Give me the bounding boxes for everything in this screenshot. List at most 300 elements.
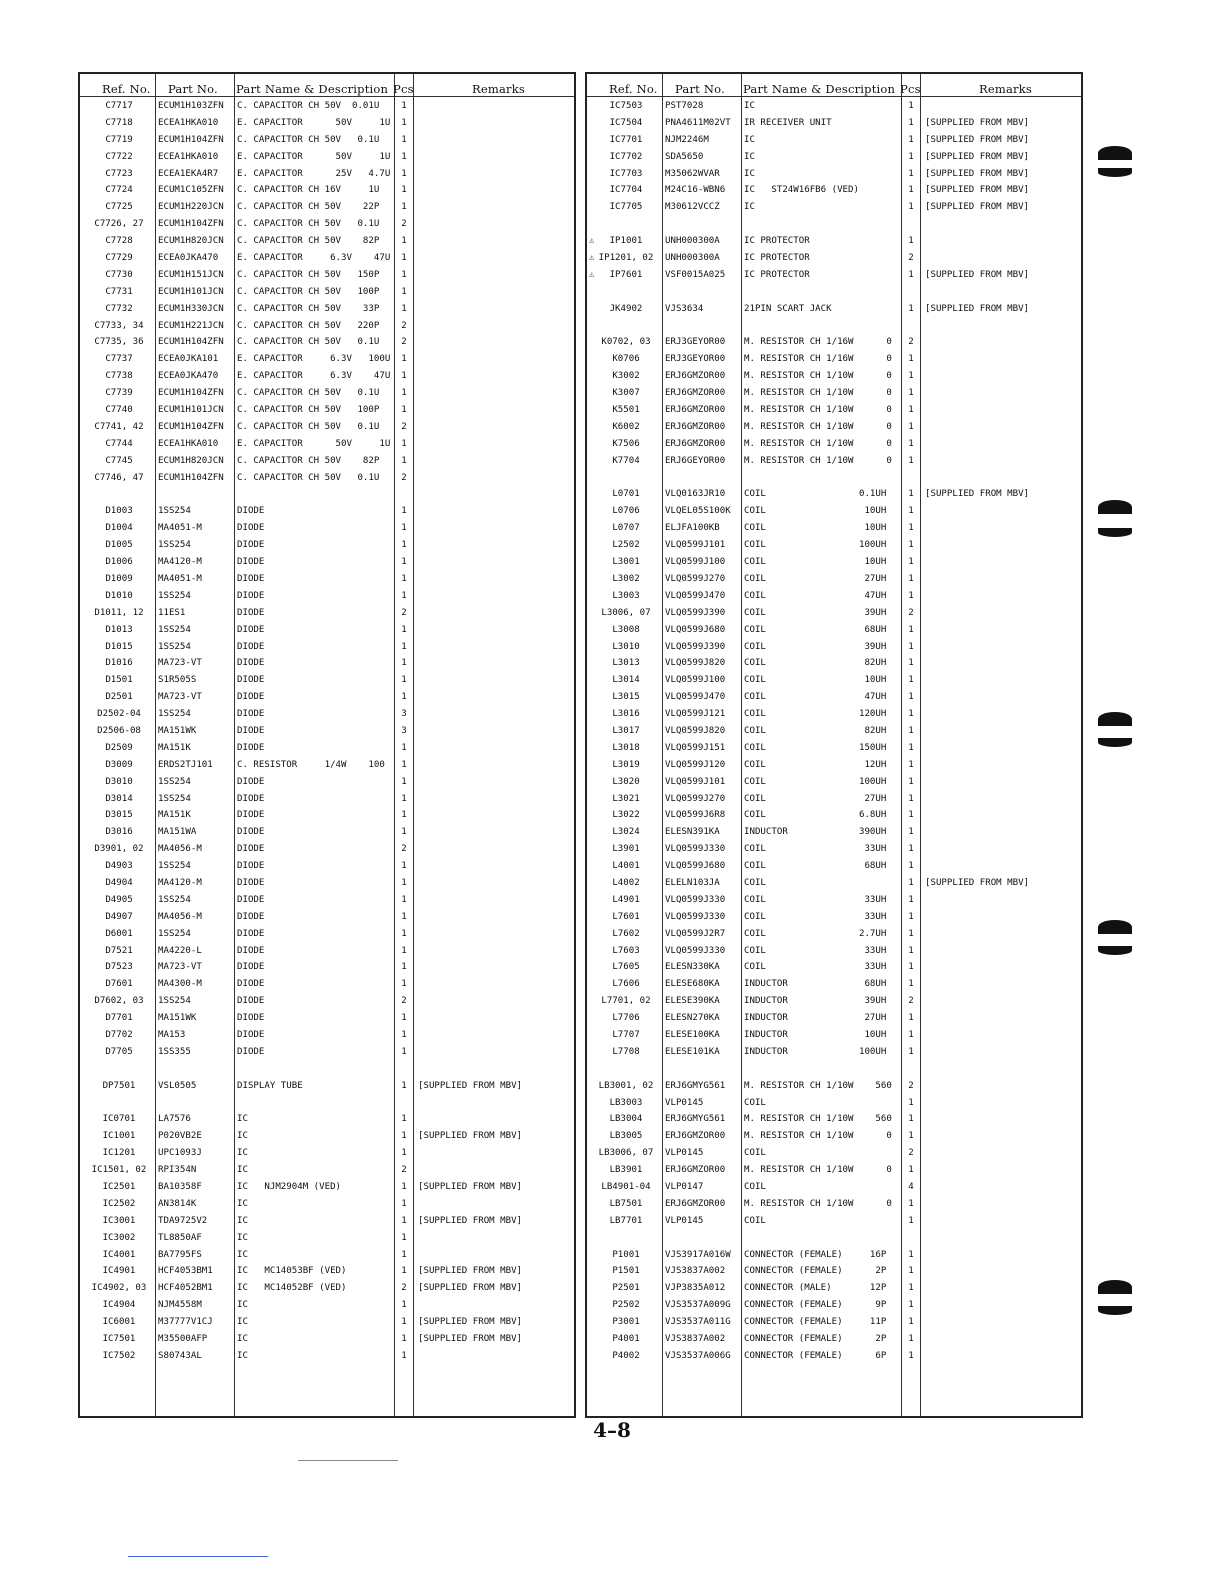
cell-description: COIL 33UH (744, 962, 887, 973)
cell-description: INDUCTOR 10UH (744, 1029, 887, 1040)
cell-pcs: 1 (401, 438, 407, 449)
cell-pcs: 1 (908, 641, 914, 652)
cell-ref: C7744 (105, 438, 133, 449)
cell-part-no: VSL0505 (158, 1080, 197, 1091)
cell-pcs: 1 (908, 793, 914, 804)
cell-pcs: 1 (908, 1350, 914, 1361)
table-row (80, 98, 574, 115)
cell-part-no: ERJ6GMZOR00 (665, 1165, 726, 1176)
cell-ref: C7722 (105, 151, 133, 162)
cell-ref: D4904 (105, 877, 133, 888)
cell-ref: C7733, 34 (94, 320, 144, 331)
cell-part-no: VLQ0599J120 (665, 759, 726, 770)
cell-description: IC (237, 1232, 248, 1243)
cell-ref: L4001 (612, 861, 640, 872)
cell-pcs: 1 (401, 979, 407, 990)
cell-pcs: 1 (401, 1334, 407, 1345)
cell-part-no: VLQ0599J2R7 (665, 928, 726, 939)
table-row (80, 1078, 574, 1095)
cell-part-no: VLQ0599J680 (665, 624, 726, 635)
table-row (80, 1263, 574, 1280)
table-row (587, 351, 1081, 368)
cell-description: CONNECTOR (FEMALE) 6P (744, 1350, 887, 1361)
table-row (587, 807, 1081, 824)
table-row (587, 318, 1081, 335)
table-row (80, 216, 574, 233)
cell-description: COIL 47UH (744, 692, 887, 703)
cell-pcs: 1 (908, 151, 914, 162)
cell-description: E. CAPACITOR 25V 4.7U (237, 168, 391, 179)
cell-description: E. CAPACITOR 6.3V 100U (237, 354, 391, 365)
table-row (587, 334, 1081, 351)
cell-part-no: MA151K (158, 810, 191, 821)
cell-pcs: 1 (908, 1165, 914, 1176)
cell-ref: C7726, 27 (94, 219, 144, 230)
cell-pcs: 1 (908, 911, 914, 922)
cell-description: DIODE (237, 945, 265, 956)
table-row (587, 486, 1081, 503)
cell-description: M. RESISTOR CH 1/10W 0 (744, 1131, 892, 1142)
table-row (587, 757, 1081, 774)
cell-pcs: 1 (908, 725, 914, 736)
cell-ref: D4905 (105, 894, 133, 905)
table-row (80, 1179, 574, 1196)
cell-part-no: ERJ6GMYG561 (665, 1114, 726, 1125)
table-row (587, 1162, 1081, 1179)
cell-part-no: ELESE100KA (665, 1029, 720, 1040)
cell-ref: L7706 (612, 1013, 640, 1024)
cell-description: IC (744, 168, 755, 179)
cell-pcs: 1 (908, 185, 914, 196)
cell-part-no: VLQ0599J330 (665, 844, 726, 855)
cell-description: COIL 68UH (744, 624, 887, 635)
cell-ref: IP7601 (609, 269, 643, 280)
cell-ref: L7601 (612, 911, 640, 922)
cell-ref: D7705 (105, 1046, 133, 1057)
cell-part-no: VLP0147 (665, 1182, 704, 1192)
cell-remarks: [SUPPLIED FROM MBV] (418, 1080, 523, 1091)
cell-ref: L3018 (612, 742, 640, 753)
cell-part-no: ECUM1H104ZFN (158, 472, 224, 483)
cell-ref: C7719 (105, 134, 133, 145)
cell-description: DIODE (237, 894, 265, 905)
table-row (587, 892, 1081, 909)
table-row (80, 1314, 574, 1331)
cell-part-no: 1SS254 (158, 996, 191, 1007)
cell-ref: L7605 (612, 962, 640, 973)
table-row (587, 1010, 1081, 1027)
cell-ref: L4002 (612, 877, 640, 888)
cell-part-no: ERJ3GEYOR00 (665, 354, 726, 365)
cell-description: COIL 27UH (744, 793, 887, 804)
cell-remarks: [SUPPLIED FROM MBV] (925, 303, 1030, 314)
table-row (587, 1145, 1081, 1162)
cell-description: COIL 33UH (744, 911, 887, 922)
cell-description: IC (237, 1300, 248, 1311)
cell-description: IC (237, 1165, 248, 1176)
cell-pcs: 1 (401, 1131, 407, 1142)
cell-description: C. CAPACITOR CH 50V 0.1U (237, 134, 380, 145)
binder-mark (1098, 168, 1132, 177)
binder-mark (1098, 1280, 1132, 1294)
cell-ref: L7708 (612, 1046, 640, 1057)
cell-pcs: 1 (401, 540, 407, 551)
cell-ref: IC4904 (102, 1300, 136, 1311)
cell-description: DIODE (237, 844, 265, 855)
cell-pcs: 1 (401, 388, 407, 399)
cell-pcs: 1 (908, 101, 914, 111)
table-row (80, 1297, 574, 1314)
cell-remarks: [SUPPLIED FROM MBV] (418, 1283, 523, 1294)
cell-pcs: 1 (401, 286, 407, 297)
binder-mark (1098, 920, 1132, 934)
cell-ref: D2506-08 (97, 725, 141, 736)
cell-pcs: 1 (401, 303, 407, 314)
table-row (587, 1213, 1081, 1230)
cell-pcs: 1 (401, 810, 407, 821)
table-row (587, 909, 1081, 926)
warning-icon: ⚠ (589, 253, 595, 264)
cell-pcs: 2 (908, 607, 914, 618)
cell-description: DIODE (237, 810, 265, 821)
table-row (80, 571, 574, 588)
cell-pcs: 2 (908, 996, 914, 1007)
cell-part-no: ERJ6GEYOR00 (665, 455, 726, 466)
cell-part-no: 1SS254 (158, 894, 191, 905)
table-row (80, 554, 574, 571)
divider (128, 1556, 268, 1557)
table-row (80, 943, 574, 960)
cell-pcs: 1 (401, 523, 407, 534)
cell-ref: D1011, 12 (94, 607, 144, 618)
cell-description: COIL 10UH (744, 557, 887, 568)
cell-description: IC PROTECTOR (744, 236, 810, 247)
table-row (80, 706, 574, 723)
cell-pcs: 1 (401, 928, 407, 939)
table-row (80, 588, 574, 605)
cell-description: M. RESISTOR CH 1/10W 0 (744, 455, 892, 466)
cell-part-no: HCF4053BM1 (158, 1266, 213, 1277)
cell-ref: D1016 (105, 658, 133, 669)
cell-ref: IP1201, 02 (598, 253, 654, 264)
cell-ref: L3006, 07 (601, 607, 651, 618)
table-row (587, 689, 1081, 706)
cell-description: COIL 10UH (744, 506, 887, 517)
cell-ref: IC7704 (609, 185, 643, 196)
table-row (80, 199, 574, 216)
table-row (80, 149, 574, 166)
table-row (587, 470, 1081, 487)
cell-ref: D7701 (105, 1013, 133, 1024)
cell-part-no: NJM4558M (158, 1300, 202, 1311)
cell-description: E. CAPACITOR 50V 1U (237, 117, 391, 128)
cell-description: COIL 2.7UH (744, 928, 887, 939)
parts-table-right (585, 72, 1083, 1418)
cell-part-no: VJS3537A011G (665, 1317, 731, 1328)
cell-part-no: VLQ0599J100 (665, 557, 726, 568)
cell-remarks: [SUPPLIED FROM MBV] (418, 1334, 523, 1345)
cell-ref: L3013 (612, 658, 640, 669)
cell-description: DIODE (237, 590, 265, 601)
cell-part-no: P020VB2E (158, 1131, 202, 1142)
cell-remarks: [SUPPLIED FROM MBV] (925, 877, 1030, 888)
cell-part-no: MA4051-M (158, 523, 202, 534)
cell-part-no: VLQ0599J270 (665, 573, 726, 584)
cell-pcs: 1 (401, 269, 407, 280)
cell-pcs: 2 (908, 253, 914, 264)
cell-ref: IC1501, 02 (91, 1165, 147, 1176)
cell-pcs: 1 (401, 1232, 407, 1243)
cell-ref: C7738 (105, 371, 133, 382)
cell-part-no: VJS3634 (665, 303, 704, 314)
cell-ref: L0701 (612, 489, 640, 500)
cell-part-no: AN3814K (158, 1198, 197, 1209)
table-row (587, 520, 1081, 537)
table-row (80, 875, 574, 892)
table-row (80, 993, 574, 1010)
cell-ref: L7603 (612, 945, 640, 956)
cell-remarks: [SUPPLIED FROM MBV] (925, 134, 1030, 145)
cell-description: DIODE (237, 962, 265, 973)
cell-ref: L4901 (612, 894, 640, 905)
table-row (587, 1297, 1081, 1314)
cell-part-no: ECUM1H820JCN (158, 455, 224, 466)
table-row (587, 1027, 1081, 1044)
cell-part-no: ECEA0JKA470 (158, 253, 219, 264)
cell-part-no: ECUM1H103ZFN (158, 101, 224, 111)
cell-description: DIODE (237, 709, 265, 720)
table-row (587, 301, 1081, 318)
binder-mark (1098, 1306, 1132, 1315)
table-row (80, 284, 574, 301)
cell-ref: P1001 (612, 1249, 640, 1260)
cell-description: DIODE (237, 1029, 265, 1040)
cell-ref: D3009 (105, 759, 133, 770)
cell-ref: C7735, 36 (94, 337, 144, 348)
cell-ref: IC6001 (102, 1317, 136, 1328)
cell-pcs: 1 (401, 506, 407, 517)
table-row (80, 909, 574, 926)
cell-description: E. CAPACITOR 6.3V 47U (237, 371, 391, 382)
cell-remarks: [SUPPLIED FROM MBV] (418, 1131, 523, 1142)
cell-part-no: MA153 (158, 1029, 186, 1040)
cell-ref: D1013 (105, 624, 133, 635)
table-row (587, 706, 1081, 723)
table-row (587, 943, 1081, 960)
cell-part-no: NJM2246M (665, 134, 709, 145)
cell-description: DIODE (237, 692, 265, 703)
table-row (587, 1044, 1081, 1061)
table-row (587, 841, 1081, 858)
table-row (80, 1230, 574, 1247)
cell-ref: D7521 (105, 945, 133, 956)
cell-part-no: UPC1093J (158, 1148, 202, 1159)
cell-ref: C7740 (105, 405, 133, 416)
cell-part-no: MA151K (158, 742, 191, 753)
table-row (587, 250, 1081, 267)
cell-description: DISPLAY TUBE (237, 1080, 303, 1091)
cell-part-no: ECEA1HKA010 (158, 117, 219, 128)
cell-pcs: 1 (401, 590, 407, 601)
table-row (80, 233, 574, 250)
cell-ref: IC7503 (609, 101, 643, 111)
cell-pcs: 1 (908, 421, 914, 432)
cell-part-no: VLQ0599J390 (665, 641, 726, 652)
cell-ref: IC4901 (102, 1266, 136, 1277)
cell-ref: IP1001 (609, 236, 643, 247)
table-row (587, 740, 1081, 757)
cell-pcs: 1 (401, 1080, 407, 1091)
cell-part-no: VLQ0599J470 (665, 590, 726, 601)
cell-description: DIODE (237, 827, 265, 838)
cell-description: IC (237, 1317, 248, 1328)
table-row (80, 1111, 574, 1128)
table-row (80, 723, 574, 740)
cell-part-no: MA4220-L (158, 945, 202, 956)
cell-part-no: ECUM1H101JCN (158, 286, 224, 297)
table-row (587, 166, 1081, 183)
cell-ref: L0707 (612, 523, 640, 534)
cell-ref: IC7502 (102, 1350, 136, 1361)
cell-part-no: M35062WVAR (665, 168, 720, 179)
cell-remarks: [SUPPLIED FROM MBV] (418, 1266, 523, 1277)
cell-ref: D1501 (105, 675, 133, 686)
cell-part-no: 1SS254 (158, 793, 191, 804)
cell-pcs: 1 (908, 1131, 914, 1142)
table-row (587, 1078, 1081, 1095)
table-row (80, 672, 574, 689)
cell-pcs: 1 (401, 1114, 407, 1125)
cell-description: COIL 0.1UH (744, 489, 887, 500)
cell-ref: IC7705 (609, 202, 643, 213)
cell-remarks: [SUPPLIED FROM MBV] (418, 1317, 523, 1328)
table-row (80, 1044, 574, 1061)
cell-pcs: 1 (401, 624, 407, 635)
cell-ref: L3021 (612, 793, 640, 804)
cell-pcs: 1 (908, 1198, 914, 1209)
cell-pcs: 1 (401, 962, 407, 973)
cell-description: M. RESISTOR CH 1/10W 0 (744, 421, 892, 432)
cell-pcs: 1 (401, 1300, 407, 1311)
cell-description: M. RESISTOR CH 1/10W 0 (744, 371, 892, 382)
cell-description: INDUCTOR 390UH (744, 827, 887, 838)
cell-ref: L3022 (612, 810, 640, 821)
cell-description: IC (237, 1148, 248, 1159)
cell-pcs: 1 (401, 759, 407, 770)
cell-ref: LB4901-04 (601, 1182, 651, 1192)
table-row (80, 301, 574, 318)
cell-pcs: 1 (908, 1317, 914, 1328)
cell-pcs: 1 (908, 1215, 914, 1226)
cell-ref: D7523 (105, 962, 133, 973)
cell-description: C. CAPACITOR CH 50V 0.1U (237, 388, 380, 399)
cell-pcs: 1 (908, 455, 914, 466)
cell-part-no: M35500AFP (158, 1334, 208, 1345)
cell-part-no: ERJ6GMZOR00 (665, 1131, 726, 1142)
table-row (587, 1263, 1081, 1280)
cell-ref: P2502 (612, 1300, 640, 1311)
cell-description: DIODE (237, 979, 265, 990)
cell-ref: C7718 (105, 117, 133, 128)
cell-ref: LB3901 (609, 1165, 643, 1176)
cell-ref: K5501 (612, 405, 640, 416)
cell-ref: K7704 (612, 455, 640, 466)
cell-part-no: PST7028 (665, 101, 704, 111)
table-row (80, 453, 574, 470)
cell-description: IC MC14053BF (VED) (237, 1266, 347, 1277)
cell-pcs: 2 (401, 320, 407, 331)
cell-ref: P4001 (612, 1334, 640, 1345)
cell-part-no: ERJ3GEYOR00 (665, 337, 726, 348)
table-row (80, 368, 574, 385)
cell-description: DIODE (237, 675, 265, 686)
binder-mark (1098, 712, 1132, 726)
cell-part-no: LA7576 (158, 1114, 191, 1125)
cell-pcs: 1 (908, 979, 914, 990)
table-row (80, 250, 574, 267)
cell-part-no: MA151WA (158, 827, 197, 838)
cell-ref: D7602, 03 (94, 996, 144, 1007)
cell-ref: P1501 (612, 1266, 640, 1277)
table-row (587, 216, 1081, 233)
cell-pcs: 1 (401, 371, 407, 382)
cell-part-no: ELESE390KA (665, 996, 720, 1007)
cell-ref: C7728 (105, 236, 133, 247)
cell-part-no: 1SS254 (158, 641, 191, 652)
cell-ref: L3002 (612, 573, 640, 584)
cell-ref: L7701, 02 (601, 996, 651, 1007)
cell-pcs: 1 (908, 894, 914, 905)
table-row (80, 385, 574, 402)
cell-pcs: 1 (908, 844, 914, 855)
cell-description: DIODE (237, 573, 265, 584)
cell-pcs: 1 (908, 134, 914, 145)
cell-pcs: 1 (908, 1266, 914, 1277)
cell-description: CONNECTOR (FEMALE) 11P (744, 1317, 887, 1328)
table-row (587, 115, 1081, 132)
cell-ref: L3010 (612, 641, 640, 652)
cell-pcs: 1 (908, 928, 914, 939)
cell-part-no: 1SS254 (158, 540, 191, 551)
cell-part-no: VLQ0599J680 (665, 861, 726, 872)
cell-description: IC (744, 134, 755, 145)
table-row (80, 470, 574, 487)
cell-description: IC (744, 202, 755, 213)
table-row (80, 858, 574, 875)
cell-pcs: 1 (401, 573, 407, 584)
cell-pcs: 1 (908, 1283, 914, 1294)
cell-pcs: 2 (908, 337, 914, 348)
cell-part-no: ELESN330KA (665, 962, 720, 973)
cell-part-no: MA4300-M (158, 979, 202, 990)
cell-description: DIODE (237, 506, 265, 517)
table-row (587, 1128, 1081, 1145)
cell-part-no: 1SS254 (158, 861, 191, 872)
cell-description: COIL 150UH (744, 742, 887, 753)
table-row (587, 98, 1081, 115)
cell-description: INDUCTOR 39UH (744, 996, 887, 1007)
rows-left (80, 98, 574, 1365)
cell-description: CONNECTOR (FEMALE) 9P (744, 1300, 887, 1311)
cell-pcs: 1 (908, 489, 914, 500)
cell-description: IC MC14052BF (VED) (237, 1283, 347, 1294)
table-row (80, 318, 574, 335)
cell-pcs: 1 (908, 590, 914, 601)
cell-ref: LB7501 (609, 1198, 643, 1209)
cell-description: IC ST24W16FB6 (VED) (744, 185, 859, 196)
table-row (587, 385, 1081, 402)
binder-mark (1098, 528, 1132, 537)
